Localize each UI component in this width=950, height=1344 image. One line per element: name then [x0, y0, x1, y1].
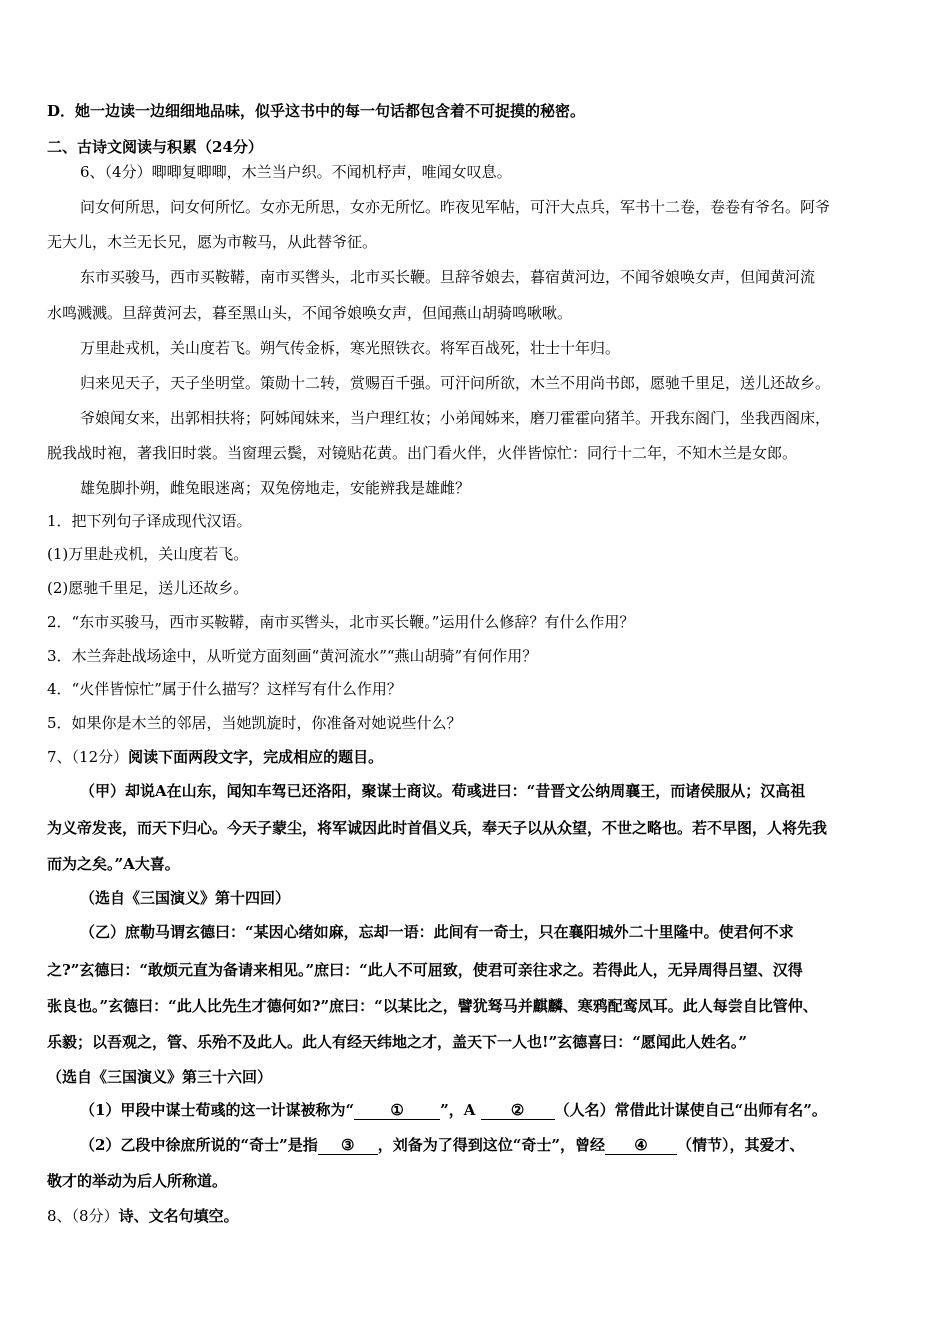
question-1a: (1)万里赴戎机，关山度若飞。 [47, 545, 249, 563]
passage-jia: （甲）却说A在山东，闻知车驾已还洛阳，聚谋士商议。荀彧进曰：“昔晋文公纳周襄王，而诸侯服从；汉高祖 [80, 782, 806, 800]
passage-yi: 乐毅；以吾观之，管、乐殆不及此人。此人有经天纬地之才，盖天下一人也!”玄德喜曰：“愿闻此人姓名。” [47, 1033, 747, 1051]
poem-line: 问女何所思，问女何所忆。女亦无所思，女亦无所忆。昨夜见军帖，可汗大点兵，军书十二卷，卷卷有爷名。阿爷 [80, 198, 831, 216]
passage-jia: 为义帝发丧，而天下归心。今天子蒙尘，将军诚因此时首倡义兵，奉天子以从众望，不世之略也。若不早图，人将先我 [47, 819, 828, 837]
q7-sub1 [80, 1100, 827, 1120]
question-2: 2．“东市买骏马，西市买鞍鞯，南市买辔头，北市买长鞭。”运用什么修辞？有什么作用？ [47, 613, 635, 631]
q7-heading [47, 747, 383, 767]
q7-sub2-text: （2）乙段中徐庶所说的“奇士”是指 [80, 1136, 318, 1154]
q7-sub1-text: ”，A [440, 1101, 481, 1119]
q8-title: 诗、文名句填空。 [118, 1207, 239, 1225]
q7-sub1-text: （人名）常借此计谋使自己“出师有名”。 [554, 1101, 827, 1119]
question-1: 1．把下列句子译成现代汉语。 [47, 512, 252, 530]
q7-prefix: 7、（12分） [47, 748, 129, 766]
q7-sub2-text: （情节），其爱才、 [676, 1136, 805, 1154]
answer-blank-3[interactable]: ③ [318, 1136, 378, 1155]
question-3: 3．木兰奔赴战场途中，从听觉方面刻画“黄河流水”“燕山胡骑”有何作用？ [47, 647, 538, 665]
answer-blank-4[interactable]: ④ [605, 1136, 677, 1155]
passage-yi-source: （选自《三国演义》第三十六回） [47, 1068, 273, 1086]
q8-prefix: 8、（8分） [47, 1207, 119, 1225]
poem-line: 爷娘闻女来，出郭相扶将；阿姊闻妹来，当户理红妆；小弟闻姊来，磨刀霍霍向猪羊。开我东阁门，坐我西阁床， [80, 409, 831, 427]
poem-line: 6、（4分）唧唧复唧唧，木兰当户织。不闻机杼声，唯闻女叹息。 [80, 163, 512, 181]
passage-jia: 而为之矣。”A大喜。 [47, 855, 180, 873]
poem-line: 脱我战时袍，著我旧时裳。当窗理云鬓，对镜贴花黄。出门看火伴，火伴皆惊忙：同行十二年，不知木兰是女郎。 [47, 444, 798, 462]
q7-sub1-text: （1）甲段中谋士荀彧的这一计谋被称为“ [80, 1101, 355, 1119]
q8-heading [47, 1206, 239, 1226]
poem-line: 归来见天子，天子坐明堂。策勋十二转，赏赐百千强。可汗问所欲，木兰不用尚书郎，愿驰千里足，送儿还故乡。 [80, 374, 831, 392]
poem-line: 无大儿，木兰无长兄，愿为市鞍马，从此替爷征。 [47, 233, 378, 251]
poem-line: 万里赴戎机，关山度若飞。朔气传金柝，寒光照铁衣。将军百战死，壮士十年归。 [80, 339, 621, 357]
poem-line: 雄兔脚扑朔，雌兔眼迷离；双兔傍地走，安能辨我是雄雌？ [80, 479, 471, 497]
q7-sub2-text: ，刘备为了得到这位“奇士”，曾经 [377, 1136, 605, 1154]
section-heading: 二、古诗文阅读与积累（24分） [47, 138, 263, 156]
q7-title: 阅读下面两段文字，完成相应的题目。 [128, 748, 384, 766]
question-5: 5．如果你是木兰的邻居，当她凯旋时，你准备对她说些什么？ [47, 714, 462, 732]
poem-line: 东市买骏马，西市买鞍鞯，南市买辔头，北市买长鞭。旦辞爷娘去，暮宿黄河边，不闻爷娘唤女声，但闻黄河流 [80, 268, 816, 286]
passage-jia-source: （选自《三国演义》第十四回） [80, 889, 291, 907]
passage-yi: （乙）庶勒马谓玄德曰：“某因心绪如麻，忘却一语：此间有一奇士，只在襄阳城外二十里隆中。使君何不求 [80, 923, 794, 941]
option-d: D．她一边读一边细细地品味，似乎这书中的每一句话都包含着不可捉摸的秘密。 [47, 102, 586, 120]
answer-blank-2[interactable]: ② [481, 1101, 555, 1120]
q7-sub2 [80, 1135, 804, 1155]
q7-sub2-tail: 敬才的举动为后人所称道。 [47, 1172, 228, 1190]
question-4: 4．“火伴皆惊忙”属于什么描写？这样写有什么作用？ [47, 680, 402, 698]
poem-line: 水鸣溅溅。旦辞黄河去，暮至黑山头，不闻爷娘唤女声，但闻燕山胡骑鸣啾啾。 [47, 304, 573, 322]
answer-blank-1[interactable]: ① [354, 1101, 440, 1120]
question-1b: (2)愿驰千里足，送儿还故乡。 [47, 579, 249, 597]
passage-yi: 张良也。”玄德曰：“此人比先生才德何如?”庶曰：“以某比之，譬犹驽马并麒麟、寒鸦配鸾凤耳。此人每尝自比管仲、 [47, 997, 818, 1015]
passage-yi: 之?”玄德曰：“敢烦元直为备请来相见。”庶曰：“此人不可屈致，使君可亲往求之。若得此人，无异周得吕望、汉得 [47, 961, 803, 979]
